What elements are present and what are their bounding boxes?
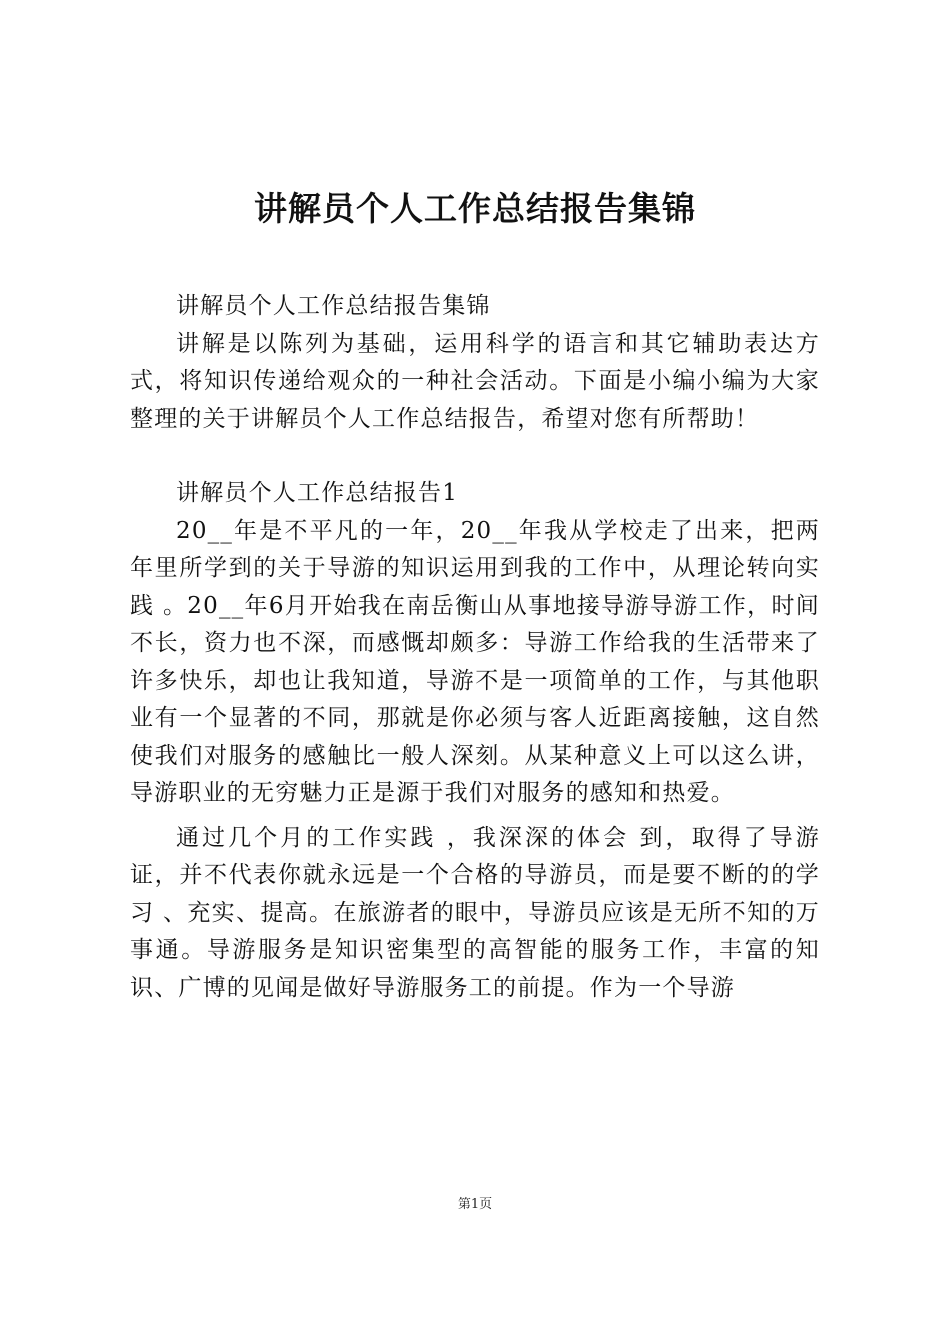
document-title: 讲解员个人工作总结报告集锦 bbox=[254, 189, 696, 228]
section-heading: 讲解员个人工作总结报告1 bbox=[176, 480, 459, 506]
body-paragraph-2: 通过几个月的工作实践 ，我深深的体会 到，取得了导游证，并不代表你就永远是一个合格的导游员，而是要不断的的学习 、充实、提高。在旅游者的眼中，导游员应该是无所不知的万事通。导游服务是知识密集型的高智能的服务工作，丰富的知识、广博的见闻是做好导游服务工的前提。作为一个导游 bbox=[130, 824, 820, 1001]
document-body bbox=[130, 288, 820, 1007]
paragraph-spacer bbox=[130, 813, 820, 820]
body-paragraph-1: 20__年是不平凡的一年，20__年我从学校走了出来，把两年里所学到的关于导游的知识运用到我的工作中，从理论转向实践 。20__年6月开始我在南岳衡山从事地接导游导游工作，时间不长，资力也不深，而感慨却颇多：导游工作给我的生活带来了许多快乐，却也让我知道，导游不是一项简单的工作，与其他职业有一个显著的不同，那就是你必须与客人近距离接触，这自然使我们对服务的感触比一般人深刻。从某种意义上可以这么讲，导游职业的无穷魅力正是源于我们对服务的感知和热爱。 bbox=[130, 517, 820, 806]
paragraph-spacer bbox=[130, 438, 820, 475]
page-number: 第1页 bbox=[457, 1197, 493, 1212]
intro-paragraph: 讲解是以陈列为基础，运用科学的语言和其它辅助表达方式，将知识传递给观众的一种社会活动。下面是小编小编为大家整理的关于讲解员个人工作总结报告，希望对您有所帮助！ bbox=[130, 330, 820, 432]
subtitle-line: 讲解员个人工作总结报告集锦 bbox=[176, 293, 491, 319]
